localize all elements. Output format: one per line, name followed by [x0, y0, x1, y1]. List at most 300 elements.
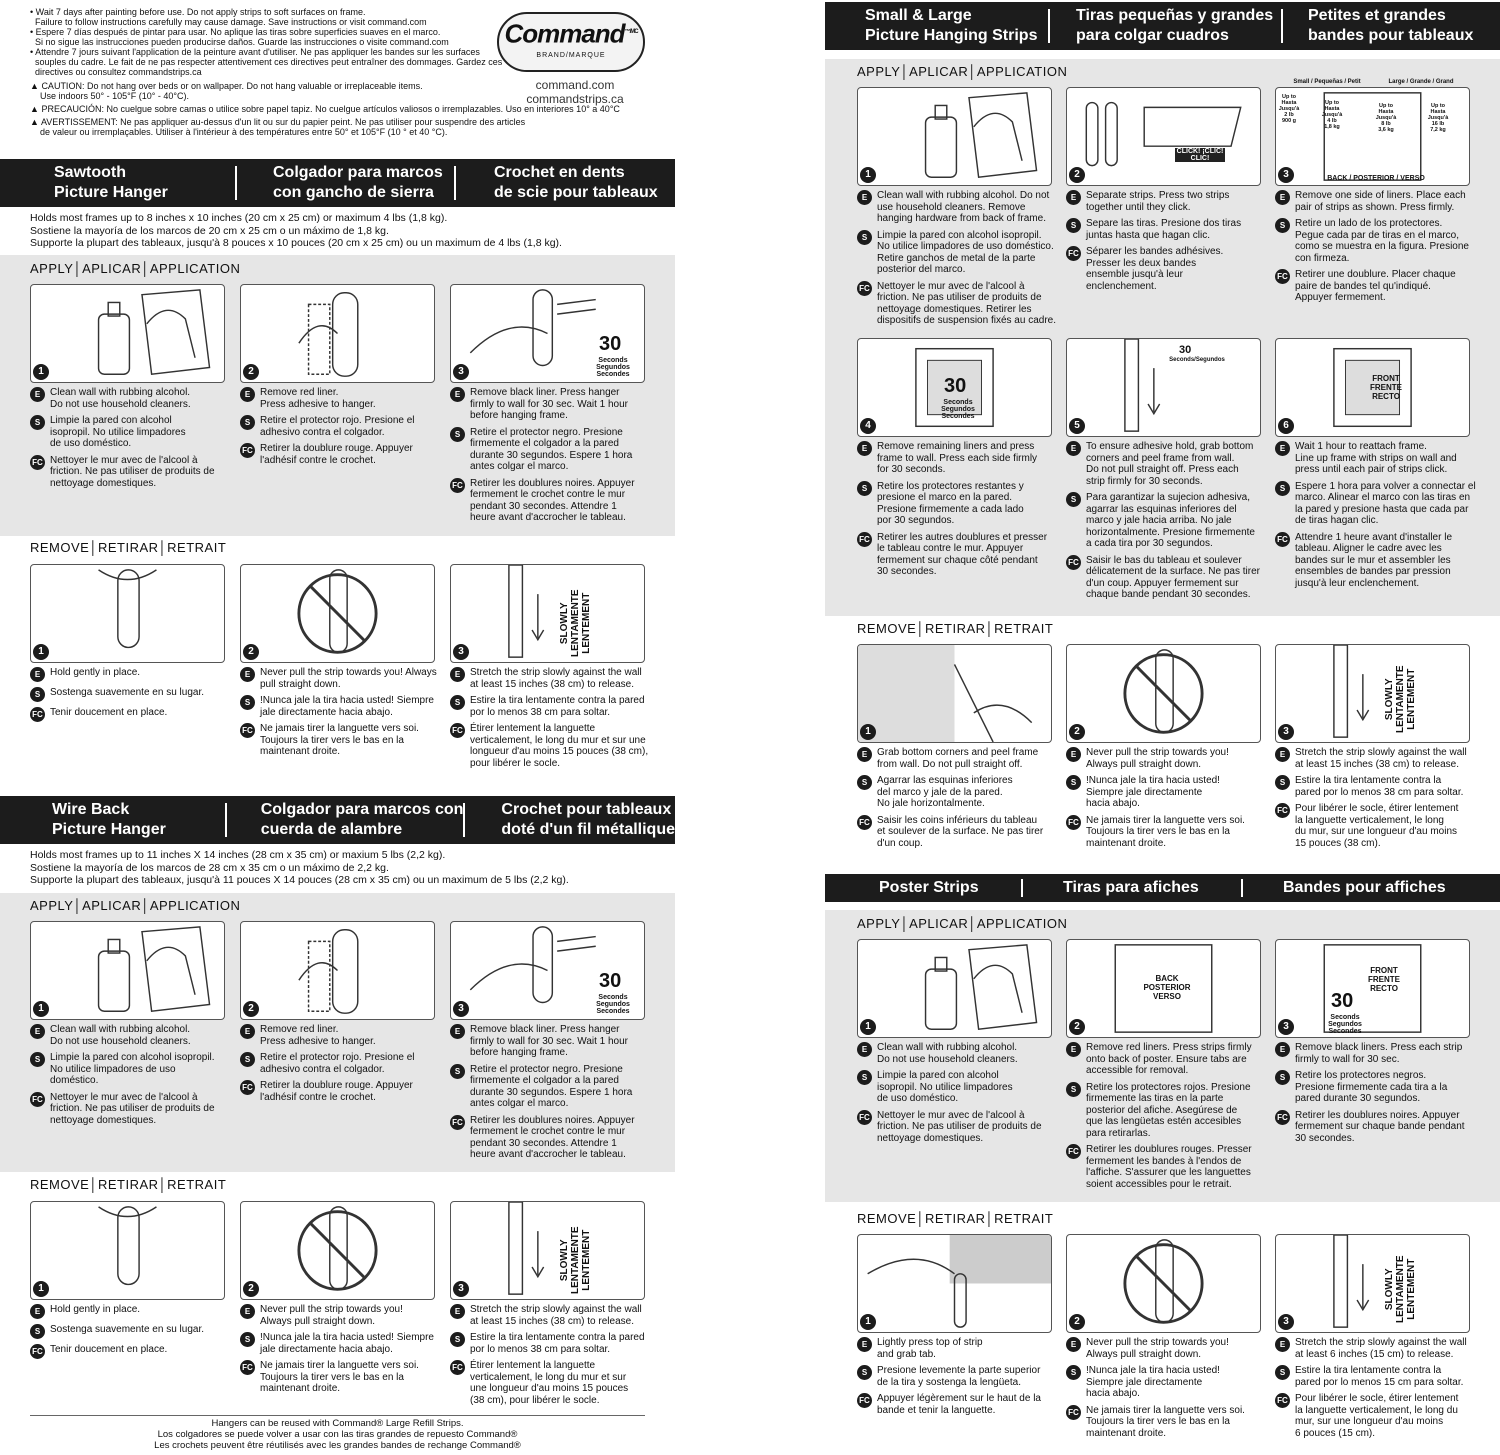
step-image — [450, 284, 645, 383]
language-s-icon: S — [1066, 492, 1081, 507]
instruction-line-fc — [1275, 1110, 1480, 1145]
instruction-line-s — [1066, 1082, 1271, 1140]
instruction-text: Nettoyer le mur avec de l'alcool à friction. Ne pas utiliser de produits de nettoyage domestiques. — [877, 1109, 1042, 1144]
caution-line: ▲ PRECAUCIÓN: No cuelgue sobre camas o utilice sobre papel tapiz. No cuelgue artículos valiosos o irremplazables. Uso en interiores 10° a 40°C — [30, 104, 620, 114]
instruction-line-fc — [857, 1393, 1062, 1416]
instruction-line-fc — [857, 281, 1062, 327]
front-label: FRONT FRENTE RECTO — [1368, 966, 1400, 993]
instruction-line-s — [450, 695, 655, 718]
language-fc-icon: FC — [1066, 246, 1081, 261]
instruction-line-e — [450, 1304, 655, 1327]
instruction-step — [1066, 1234, 1271, 1444]
step-image — [30, 564, 225, 663]
poster-strips-title-band: Poster Strips Tiras para afiches Bandes pour affiches — [825, 874, 1500, 902]
step-image — [240, 1201, 435, 1300]
instruction-step — [30, 564, 235, 727]
instruction-step — [857, 338, 1062, 583]
weight-label: Up to Hasta Jusqu'à 16 lb 7,2 kg — [1427, 103, 1449, 133]
language-e-icon: E — [1066, 747, 1081, 762]
picture-strips-title-band: Small & Large Picture Hanging Strips Tiras pequeñas y grandes para colgar cuadros Petites et grandes bandes pour tableaux — [825, 2, 1500, 50]
seconds-count-label: 30 — [1179, 344, 1192, 356]
instruction-line-e — [1066, 1042, 1271, 1077]
step-number: 4 — [860, 418, 876, 434]
remove-heading: REMOVE│RETIRAR│RETRAIT — [857, 1211, 1054, 1226]
instruction-step — [240, 921, 445, 1108]
language-s-icon: S — [240, 695, 255, 710]
warning-line: souples du cadre. Le fait de ne pas respecter attentivement ces directives peut entraîner des dommages. Gardez ces — [35, 57, 503, 67]
instruction-step — [450, 284, 655, 529]
warning-line: • Wait 7 days after painting before use. Do not apply strips to soft surfaces on frame. — [30, 7, 366, 17]
instruction-text: Retire el protector negro. Presione firmemente el colgador a la pared durante 30 segundos. Espere 1 hora antes colgar el marco. — [470, 1063, 633, 1109]
instruction-step — [1275, 644, 1480, 854]
language-e-icon: E — [1066, 1042, 1081, 1057]
language-e-icon: E — [1066, 190, 1081, 205]
instruction-text: Agarrar las esquinas inferiores del marco y jale de la pared. No jale horizontalmente. — [877, 775, 1013, 809]
click-label: CLICK! ¡CLIC! CLIC! — [1176, 148, 1224, 162]
language-fc-icon: FC — [30, 1344, 45, 1359]
language-e-icon: E — [30, 667, 45, 682]
language-e-icon: E — [857, 441, 872, 456]
instruction-line-s — [1275, 218, 1480, 264]
language-e-icon: E — [240, 1304, 255, 1319]
instruction-illustration — [858, 1235, 1051, 1332]
language-s-icon: S — [857, 230, 872, 245]
instruction-text: Wait 1 hour to reattach frame. Line up frame with strips on wall and press until each pair of strips click. — [1295, 441, 1457, 475]
instruction-line-s — [857, 775, 1062, 810]
language-s-icon: S — [1066, 775, 1081, 790]
language-fc-icon: FC — [1275, 1393, 1290, 1408]
instruction-text: Attendre 1 heure avant d'installer le tableau. Aligner le cadre avec les bandes sur le mur et assembler les ensembles de bandes par pression jusqu'à leur enclenchement. — [1295, 531, 1453, 589]
instruction-step — [240, 564, 445, 763]
language-e-icon: E — [1275, 1042, 1290, 1057]
language-s-icon: S — [30, 687, 45, 702]
warning-line: • Attendre 7 jours suivant l'application de la peinture avant d'utiliser. Ne pas appliquer les bandes sur les surfaces — [30, 47, 480, 57]
instruction-text: Separe las tiras. Presione dos tiras juntas hasta que hagan clic. — [1086, 218, 1242, 241]
instruction-line-s — [30, 415, 235, 450]
step-image — [30, 1201, 225, 1300]
instruction-text: Limpie la pared con alcohol isopropil. No utilice limpadores de uso doméstico. — [50, 1052, 215, 1086]
instruction-line-e — [30, 667, 235, 682]
instruction-text: Tenir doucement en place. — [50, 1344, 168, 1355]
instruction-line-fc — [1066, 815, 1271, 850]
instruction-text: !Nunca jale la tira hacia usted! Siempre jale directamente hacia abajo. — [260, 695, 434, 718]
instruction-line-s — [1275, 481, 1480, 527]
step-image — [1066, 87, 1261, 186]
instruction-line-e — [240, 387, 445, 410]
instruction-step — [240, 1201, 445, 1400]
instruction-line-fc — [1275, 532, 1480, 590]
language-s-icon: S — [1066, 1082, 1081, 1097]
instruction-line-e — [1275, 441, 1480, 476]
apply-heading: APPLY│APLICAR│APPLICATION — [857, 64, 1068, 79]
url-link[interactable]: command.com — [535, 78, 615, 92]
language-s-icon: S — [857, 1365, 872, 1380]
instruction-step — [30, 284, 235, 494]
instruction-line-fc — [1066, 246, 1271, 292]
step-number: 2 — [243, 1001, 259, 1017]
remove-heading: REMOVE│RETIRAR│RETRAIT — [857, 621, 1054, 636]
instruction-text: Saisir les coins inférieurs du tableau et soulever de la surface. Ne pas tirer d'un coup. — [877, 814, 1044, 849]
step-number: 2 — [1069, 167, 1085, 183]
instruction-text: Nettoyer le mur avec de l'alcool à friction. Ne pas utiliser de produits de nettoyage domestiques. — [50, 1091, 215, 1126]
instruction-text: Estire la tira lentamente contra la pared por lo menos 38 cm para soltar. — [470, 1332, 645, 1355]
instruction-line-s — [1275, 1365, 1480, 1388]
step-image — [240, 564, 435, 663]
instruction-line-e — [240, 1304, 445, 1327]
step-number: 2 — [243, 364, 259, 380]
language-fc-icon: FC — [857, 1393, 872, 1408]
back-label: BACK / POSTERIOR / VERSO — [1327, 175, 1425, 182]
instruction-text: Lightly press top of strip and grab tab. — [877, 1337, 983, 1360]
instruction-line-fc — [450, 723, 655, 769]
instruction-text: Pour libérer le socle, étirer lentement la languette verticalement, le long du mur, sur une longueur d'au moins 15 pouces (38 cm). — [1295, 803, 1459, 849]
language-e-icon: E — [450, 1024, 465, 1039]
instruction-text: Estire la tira lentamente contra la pared por lo menos 38 cm para soltar. — [1295, 775, 1464, 798]
instruction-illustration — [1276, 1235, 1469, 1332]
instruction-text: Stretch the strip slowly against the wall at least 15 inches (38 cm) to release. — [470, 667, 642, 690]
instruction-line-e — [1275, 1337, 1480, 1360]
instruction-line-s — [1066, 218, 1271, 241]
language-e-icon: E — [450, 667, 465, 682]
weight-label: Up to Hasta Jusqu'à 2 lb 900 g — [1278, 94, 1300, 124]
instruction-text: Never pull the strip towards you! Always pull straight down. — [260, 667, 437, 690]
language-s-icon: S — [1066, 218, 1081, 233]
apply-heading: APPLY│APLICAR│APPLICATION — [30, 261, 241, 276]
language-fc-icon: FC — [1275, 532, 1290, 547]
instruction-illustration — [241, 565, 434, 662]
instruction-line-s — [30, 687, 235, 702]
language-fc-icon: FC — [450, 1115, 465, 1130]
instruction-text: Limpie la pared con alcohol isopropil. No utilice limpadores de uso doméstico. — [877, 1070, 1013, 1104]
instruction-line-e — [1066, 747, 1271, 770]
warning-line: directives ou consultez commandstrips.ca — [35, 67, 202, 77]
step-image — [1066, 1234, 1261, 1333]
step-number: 1 — [33, 1001, 49, 1017]
instruction-text: Stretch the strip slowly against the wall at least 15 inches (38 cm) to release. — [1295, 747, 1467, 770]
language-fc-icon: FC — [857, 281, 872, 296]
language-e-icon: E — [30, 1304, 45, 1319]
step-number: 3 — [453, 1001, 469, 1017]
language-s-icon: S — [1275, 775, 1290, 790]
instruction-step — [450, 1201, 655, 1411]
instruction-illustration — [1067, 1235, 1260, 1332]
instruction-text: Remove red liner. Press adhesive to hanger. — [260, 387, 376, 410]
instruction-illustration — [451, 1202, 644, 1299]
step-image — [30, 921, 225, 1020]
instruction-text: Hold gently in place. — [50, 667, 141, 678]
seconds-count-label: 30 — [944, 375, 967, 397]
instruction-line-e — [1066, 441, 1271, 487]
instruction-text: Stretch the strip slowly against the wall at least 6 inches (15 cm) to release. — [1295, 1337, 1467, 1360]
language-s-icon: S — [30, 1052, 45, 1067]
instruction-text: Grab bottom corners and peel frame from wall. Do not pull straight off. — [877, 747, 1039, 770]
instruction-text: Clean wall with rubbing alcohol. Do not use household cleaners. — [877, 1042, 1018, 1065]
step-image — [450, 921, 645, 1020]
instruction-step — [1066, 644, 1271, 854]
language-s-icon: S — [857, 481, 872, 496]
instruction-illustration — [1067, 645, 1260, 742]
language-fc-icon: FC — [450, 478, 465, 493]
language-e-icon: E — [1066, 441, 1081, 456]
language-fc-icon: FC — [857, 815, 872, 830]
language-fc-icon: FC — [1275, 803, 1290, 818]
language-fc-icon: FC — [1066, 555, 1081, 570]
instruction-line-e — [240, 667, 445, 690]
step-number: 3 — [1278, 167, 1294, 183]
language-e-icon: E — [1275, 1337, 1290, 1352]
caution-line: ▲ CAUTION: Do not hang over beds or on wallpaper. Do not hang valuable or irreplaceable items. — [30, 81, 423, 91]
instruction-text: Remove black liner. Press hanger firmly to wall for 30 sec. Wait 1 hour before hanging frame. — [470, 1024, 629, 1058]
instruction-line-fc — [857, 532, 1062, 578]
instruction-line-s — [1066, 775, 1271, 810]
instruction-text: Tenir doucement en place. — [50, 707, 168, 718]
step-number: 1 — [33, 364, 49, 380]
size-large-label: Large / Grande / Grand — [1388, 79, 1454, 85]
warning-line: • Espere 7 días después de pintar para usar. No aplique las tiras sobre superficies suaves en el marco. — [30, 27, 441, 37]
slowly-label: SLOWLY LENTAMENTE LENTEMENT — [1384, 665, 1417, 733]
step-number: 2 — [243, 644, 259, 660]
language-e-icon: E — [1066, 1337, 1081, 1352]
url-link[interactable]: commandstrips.ca — [526, 92, 624, 106]
language-s-icon: S — [857, 775, 872, 790]
language-e-icon: E — [1275, 747, 1290, 762]
language-s-icon: S — [30, 415, 45, 430]
language-fc-icon: FC — [857, 532, 872, 547]
instruction-illustration — [858, 645, 1051, 742]
instruction-line-s — [240, 415, 445, 438]
instruction-line-e — [1275, 747, 1480, 770]
slowly-label: SLOWLY LENTAMENTE LENTEMENT — [1384, 1255, 1417, 1323]
instruction-text: Retirer les doublures noires. Appuyer fermement le crochet contre le mur pendant 30 secondes. Attendre 1 heure avant d'accrocher le tableau. — [470, 1114, 635, 1160]
step-image — [30, 284, 225, 383]
caution-line: de valeur ou irremplaçables. Utiliser à l'intérieur à des températures entre 50° et 105°F (10 ° et 40 °C). — [40, 127, 448, 137]
warning-line: Failure to follow instructions carefully may cause damage. Save instructions or visit command.com — [35, 17, 427, 27]
instruction-line-fc — [857, 1110, 1062, 1145]
instruction-text: Remove red liners. Press strips firmly onto back of poster. Ensure tabs are accessible for removal. — [1086, 1042, 1252, 1076]
instruction-line-e — [1066, 1337, 1271, 1360]
instruction-line-e — [450, 387, 655, 422]
apply-heading: APPLY│APLICAR│APPLICATION — [857, 916, 1068, 931]
instruction-text: To ensure adhesive hold, grab bottom corners and peel frame from wall. Do not pull straight off. Press each strip firmly for 30 seconds. — [1086, 441, 1254, 487]
step-number: 1 — [33, 1281, 49, 1297]
instruction-line-e — [30, 1024, 235, 1047]
step-image — [857, 338, 1052, 437]
instruction-step — [1275, 1234, 1480, 1444]
language-fc-icon: FC — [30, 1092, 45, 1107]
instruction-line-fc — [30, 455, 235, 490]
footer-divider — [30, 1415, 645, 1416]
size-small-label: Small / Pequeñas / Petit — [1293, 79, 1361, 85]
front-label: FRONT FRENTE RECTO — [1370, 374, 1402, 401]
step-number: 3 — [1278, 1019, 1294, 1035]
instruction-illustration — [858, 88, 1051, 185]
instruction-line-fc — [1275, 1393, 1480, 1439]
instruction-step — [1066, 338, 1271, 606]
instruction-line-fc — [240, 723, 445, 758]
instruction-line-e — [857, 747, 1062, 770]
step-image — [450, 564, 645, 663]
instruction-line-s — [1066, 492, 1271, 550]
instruction-step — [1066, 87, 1271, 297]
instruction-line-fc — [30, 1344, 235, 1359]
language-s-icon: S — [1066, 1365, 1081, 1380]
instruction-step — [1275, 79, 1480, 309]
apply-heading: APPLY│APLICAR│APPLICATION — [30, 898, 241, 913]
back-label: BACK POSTERIOR VERSO — [1143, 974, 1191, 1001]
instruction-text: Estire la tira lentamente contra la pared por lo menos 15 cm para soltar. — [1295, 1365, 1464, 1388]
step-number: 2 — [1069, 1019, 1085, 1035]
instruction-text: Clean wall with rubbing alcohol. Do not use household cleaners. — [50, 387, 191, 410]
weight-label: Up to Hasta Jusqu'à 8 lb 3,6 kg — [1375, 103, 1397, 133]
step-image — [240, 921, 435, 1020]
instruction-line-fc — [30, 1092, 235, 1127]
step-image — [1066, 338, 1261, 437]
instruction-step — [1275, 939, 1480, 1149]
instruction-step — [240, 284, 445, 471]
instruction-text: Retire el protector rojo. Presione el adhesivo contra el colgador. — [260, 415, 415, 438]
instruction-line-fc — [857, 815, 1062, 850]
step-image — [1275, 939, 1470, 1038]
footer-note: Hangers can be reused with Command® Large Refill Strips. Los colgadores se puede volver a usar con las tiras grandes de repuesto Command® Les crochets peuvent être réutilisés avec les grandes bandes de rechange Command® — [154, 1418, 521, 1451]
step-image — [1066, 939, 1261, 1038]
instruction-text: Étirer lentement la languette verticalement, le long du mur et sur une longueur d'au moins 15 pouces (38 cm), pour libérer le socle. — [470, 723, 649, 769]
instruction-illustration — [1067, 339, 1260, 436]
language-fc-icon: FC — [1066, 1405, 1081, 1420]
instruction-text: !Nunca jale la tira hacia usted! Siempre jale directamente hacia abajo. — [260, 1332, 434, 1355]
seconds-count-label: 30 — [599, 970, 622, 992]
seconds-count-label: 30 — [1331, 990, 1354, 1012]
instruction-line-s — [30, 1052, 235, 1087]
instruction-line-fc — [1275, 803, 1480, 849]
language-e-icon: E — [30, 1024, 45, 1039]
language-fc-icon: FC — [450, 1360, 465, 1375]
language-s-icon: S — [1275, 1070, 1290, 1085]
instruction-line-fc — [1066, 1405, 1271, 1440]
language-s-icon: S — [1275, 218, 1290, 233]
language-fc-icon: FC — [30, 707, 45, 722]
language-s-icon: S — [450, 427, 465, 442]
step-number: 6 — [1278, 418, 1294, 434]
instruction-text: Stretch the strip slowly against the wall at least 15 inches (38 cm) to release. — [470, 1304, 642, 1327]
language-e-icon: E — [240, 667, 255, 682]
instruction-line-fc — [30, 707, 235, 722]
instruction-text: Clean wall with rubbing alcohol. Do not use household cleaners. Remove hanging hardware from back of frame. — [877, 190, 1050, 224]
instruction-text: Séparer les bandes adhésives. Presser les deux bandes ensemble jusqu'à leur enclenchement. — [1086, 246, 1224, 292]
instruction-step — [30, 921, 235, 1131]
instruction-text: !Nunca jale la tira hacia usted! Siempre jale directamente hacia abajo. — [1086, 1365, 1220, 1399]
instruction-text: Retire un lado de los protectores. Pegue cada par de tiras en el marco, como se muestra en la figura. Presione con firmeza. — [1295, 218, 1469, 264]
warning-triangle-icon: ▲ — [30, 117, 39, 127]
instruction-text: Étirer lentement la languette verticalement, le long du mur et sur une longueur d'au moins 15 pouces (38 cm), pour libérer le socle. — [470, 1360, 629, 1406]
instruction-line-s — [857, 230, 1062, 276]
instruction-text: Presione levemente la parte superior de la tira y sostenga la lengüeta. — [877, 1365, 1041, 1388]
instruction-illustration — [241, 1202, 434, 1299]
instruction-text: Retirer les autres doublures et presser le tableau contre le mur. Appuyer fermement sur chaque côté pendant 30 secondes. — [877, 531, 1048, 577]
language-e-icon: E — [857, 190, 872, 205]
instruction-text: Espere 1 hora para volver a connectar el marco. Alinear el marco con las tiras en la pared y presione hasta que cada par de tiras hagan clic. — [1295, 480, 1476, 526]
instruction-text: Separate strips. Press two strips together until they click. — [1086, 190, 1230, 213]
language-s-icon: S — [1275, 1365, 1290, 1380]
seconds-label: Seconds Segundos Secondes — [596, 357, 630, 378]
instruction-text: Retirer la doublure rouge. Appuyer l'adhésif contre le crochet. — [260, 1080, 413, 1103]
instruction-line-e — [30, 387, 235, 410]
instruction-text: Remove black liner. Press hanger firmly to wall for 30 sec. Wait 1 hour before hanging frame. — [470, 387, 629, 421]
instruction-illustration — [858, 940, 1051, 1037]
instruction-text: Appuyer légèrement sur le haut de la bande et tenir la languette. — [877, 1393, 1041, 1416]
weight-label: Up to Hasta Jusqu'à 4 lb 1,8 kg — [1321, 100, 1343, 130]
step-number: 1 — [860, 167, 876, 183]
instruction-illustration — [31, 565, 224, 662]
instruction-step — [450, 921, 655, 1166]
language-e-icon: E — [1275, 441, 1290, 456]
instruction-line-s — [240, 1332, 445, 1355]
sawtooth-capacity: Holds most frames up to 8 inches x 10 inches (20 cm x 25 cm) or maximum 4 lbs (1,8 kg). Sostiene la mayoría de los marcos de 20 cm x 25 cm o un máximo de 1,8 kg. Supporte la plupart des tableaux, jusqu'à 8 pouces x 10 pouces (20 cm x 25 cm) ou un maximum de 4 lbs (1,8 kg). — [30, 212, 562, 249]
step-number: 2 — [243, 1281, 259, 1297]
instruction-line-s — [450, 1064, 655, 1110]
instruction-text: Clean wall with rubbing alcohol. Do not use household cleaners. — [50, 1024, 191, 1047]
instruction-text: Retirer les doublures rouges. Presser fermement les bandes à l'endos de l'affiche. S'assurer que les languettes soient accessibles pour le retrait. — [1086, 1144, 1252, 1190]
instruction-line-e — [240, 1024, 445, 1047]
instruction-line-s — [240, 695, 445, 718]
step-image — [857, 1234, 1052, 1333]
warning-line: Si no sigue las instrucciones pueden producirse daños. Guarde las instrucciones o visite command.com — [35, 37, 449, 47]
instruction-line-s — [240, 1052, 445, 1075]
language-fc-icon: FC — [1275, 269, 1290, 284]
instruction-text: Retirer une doublure. Placer chaque paire de bandes tel qu'indiqué. Appuyer fermement. — [1295, 269, 1456, 303]
instruction-text: Never pull the strip towards you! Always pull straight down. — [1086, 747, 1229, 770]
instruction-text: Sostenga suavemente en su lugar. — [50, 687, 204, 698]
instruction-text: Retirer les doublures noires. Appuyer fermement sur chaque bande pendant 30 secondes. — [1295, 1109, 1465, 1144]
instruction-illustration — [31, 1202, 224, 1299]
language-fc-icon: FC — [450, 723, 465, 738]
instruction-text: Retire los protectores restantes y presione el marco en la pared. Presione firmemente a cada lado por 30 segundos. — [877, 480, 1024, 526]
seconds-label: Seconds Segundos Secondes — [941, 399, 975, 420]
step-number: 3 — [453, 364, 469, 380]
instruction-illustration — [241, 922, 434, 1019]
sawtooth-title-band: Sawtooth Picture Hanger Colgador para marcos con gancho de sierra Crochet en dents de scie pour tableaux — [0, 159, 675, 207]
instruction-illustration — [241, 285, 434, 382]
instruction-text: Limpie la pared con alcohol isopropil. No utilice limpadores de uso doméstico. Retire ganchos de metal de la parte posterior del marco. — [877, 229, 1054, 275]
instruction-text: Remove remaining liners and press frame to wall. Press each side firmly for 30 seconds. — [877, 441, 1038, 475]
instruction-line-s — [857, 1365, 1062, 1388]
caution-line: ▲ AVERTISSEMENT: Ne pas appliquer au-dessus d'un lit ou sur du papier peint. Ne pas utiliser pour suspendre des articles — [30, 117, 526, 127]
instruction-line-fc — [450, 1115, 655, 1161]
language-fc-icon: FC — [240, 1360, 255, 1375]
instruction-text: Never pull the strip towards you! Always pull straight down. — [1086, 1337, 1229, 1360]
step-number: 1 — [33, 644, 49, 660]
instruction-text: Estire la tira lentamente contra la pared por lo menos 38 cm para soltar. — [470, 695, 645, 718]
instruction-text: Retirer la doublure rouge. Appuyer l'adhésif contre le crochet. — [260, 443, 413, 466]
urls — [500, 78, 650, 106]
instruction-step — [1066, 939, 1271, 1195]
instruction-line-e — [1275, 1042, 1480, 1065]
instruction-text: Limpie la pared con alcohol isopropil. No utilice limpadores de uso doméstico. — [50, 415, 186, 449]
instruction-text: Retirer les doublures noires. Appuyer fermement le crochet contre le mur pendant 30 secondes. Attendre 1 heure avant d'accrocher le tableau. — [470, 477, 635, 523]
wire-title-band: Wire Back Picture Hanger Colgador para marcos con cuerda de alambre Crochet pour tableaux doté d'un fil métallique — [0, 796, 675, 844]
instruction-illustration — [1067, 88, 1260, 185]
language-fc-icon: FC — [240, 1080, 255, 1095]
step-image — [1275, 338, 1470, 437]
warning-triangle-icon: ▲ — [30, 104, 39, 114]
command-logo: Command$^{™/MC}$ BRAND/MARQUE — [497, 12, 645, 72]
instruction-illustration — [451, 565, 644, 662]
instruction-text: Sostenga suavemente en su lugar. — [50, 1324, 204, 1335]
instruction-line-fc — [450, 478, 655, 524]
language-e-icon: E — [857, 1337, 872, 1352]
instruction-step — [30, 1201, 235, 1364]
language-fc-icon: FC — [1066, 1144, 1081, 1159]
instruction-text: Pour libérer le socle, étirer lentement la languette verticalement, le long du mur, sur une longueur d'au moins 6 pouces (15 cm). — [1295, 1393, 1459, 1439]
